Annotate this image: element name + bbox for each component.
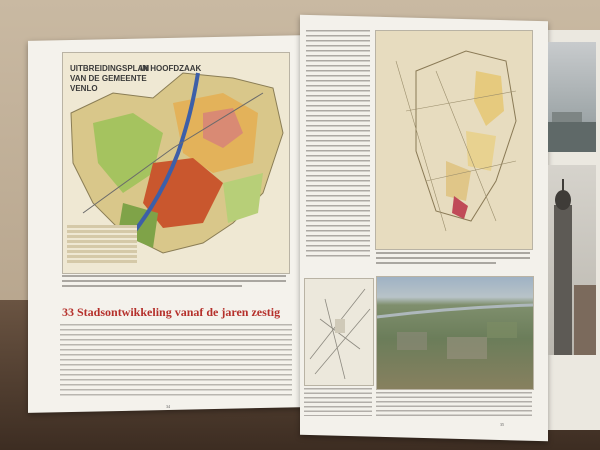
- map-caption: [62, 275, 286, 277]
- aerial-caption: [376, 392, 532, 416]
- plan-drawing: [376, 31, 532, 249]
- map-caption: [62, 280, 286, 282]
- aerial-detail: [377, 277, 533, 389]
- church-tower-detail: [548, 165, 596, 355]
- small-street-map: [304, 278, 374, 386]
- map-caption: [62, 285, 242, 287]
- section-heading: 33 Stadsontwikkeling vanaf de jaren zestig: [62, 305, 281, 319]
- plan-caption: [376, 257, 530, 259]
- harbor-detail: [548, 42, 596, 152]
- map-legend: [67, 225, 137, 265]
- left-page-body-text: [60, 324, 292, 396]
- small-map-drawing: [305, 279, 373, 385]
- map-title-line3: VENLO: [70, 84, 98, 93]
- map-title: [70, 64, 149, 94]
- map-title-line2: VAN DE GEMEENTE: [70, 74, 147, 83]
- right-page-body-text: [306, 30, 370, 260]
- plan-caption: [376, 262, 496, 264]
- plan-caption: [376, 252, 530, 254]
- map-title-right: IN HOOFDZAAK: [140, 64, 202, 73]
- right-page-number: 35: [500, 422, 504, 427]
- aerial-photo: [376, 276, 534, 390]
- small-map-caption: [304, 388, 372, 416]
- harbor-photo: [548, 42, 596, 152]
- church-tower-photo: [548, 165, 596, 355]
- historical-city-plan: [375, 30, 533, 250]
- map-title-line1: UITBREIDINGSPLAN: [70, 64, 150, 73]
- left-page-number: 34: [166, 404, 170, 409]
